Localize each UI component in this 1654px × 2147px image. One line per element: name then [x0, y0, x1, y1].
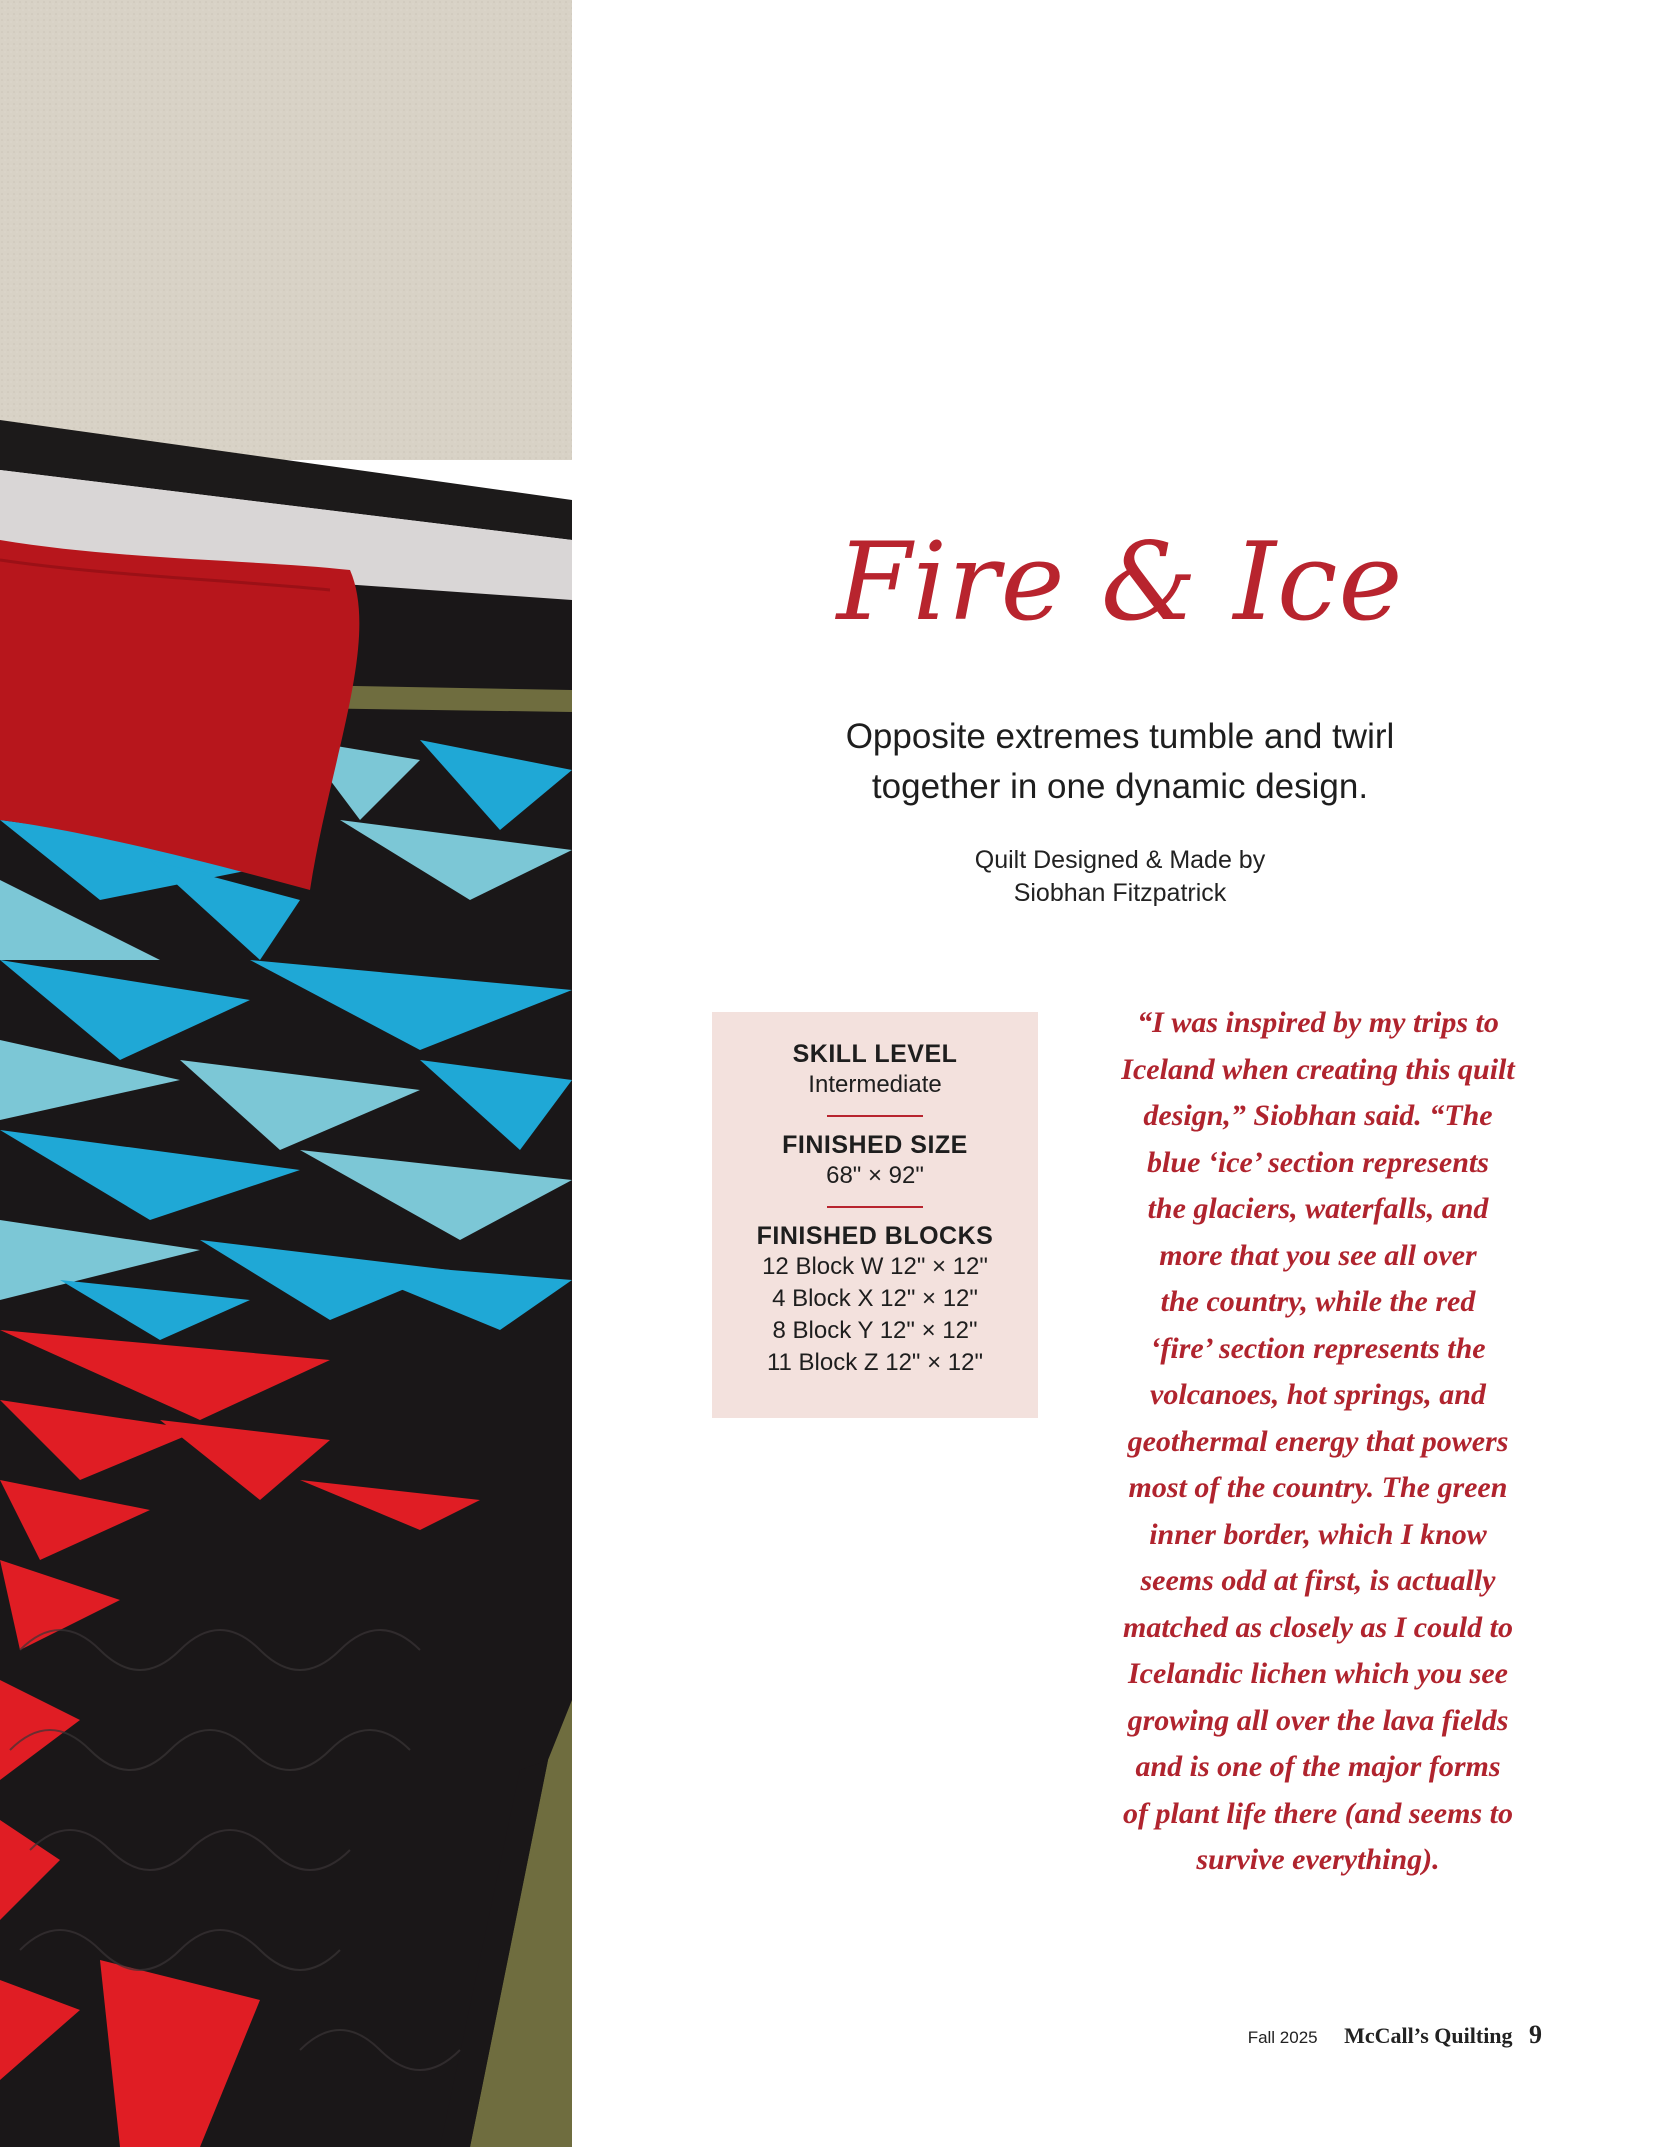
page-number: 9 [1529, 2020, 1542, 2049]
block-line: 4 Block X 12" × 12" [772, 1285, 978, 1312]
subtitle-line: Opposite extremes tumble and twirl [845, 717, 1395, 756]
quote-line: of plant life there (and seems to [1123, 1796, 1513, 1830]
issue-season: Fall 2025 [1247, 2028, 1318, 2047]
designer-quote [1078, 1000, 1558, 1884]
page-footer [1248, 2020, 1542, 2050]
quote-line: more that you see all over [1159, 1238, 1477, 1272]
quote-line: Iceland when creating this quilt [1121, 1052, 1515, 1086]
quote-line: most of the country. The green [1128, 1471, 1508, 1504]
block-line: 12 Block W 12" × 12" [762, 1253, 988, 1280]
finished-size-value: 68" × 92" [826, 1162, 924, 1189]
subtitle-line: together in one dynamic design. [871, 767, 1369, 806]
quote-line: and is one of the major forms [1135, 1750, 1501, 1783]
quote-line: inner border, which I know [1149, 1517, 1487, 1551]
quote-line: the glaciers, waterfalls, and [1147, 1192, 1489, 1225]
quote-line: growing all over the lava fields [1127, 1703, 1509, 1737]
divider [827, 1115, 923, 1117]
divider [827, 1206, 923, 1208]
credit-line: Quilt Designed & Made by [974, 846, 1266, 874]
credit-line: Siobhan Fitzpatrick [1013, 879, 1227, 907]
magazine-name: McCall’s Quilting [1344, 2023, 1513, 2048]
quote-line: volcanoes, hot springs, and [1150, 1378, 1486, 1411]
quote-line: ‘fire’ section represents the [1150, 1331, 1486, 1365]
quilt-photo [0, 0, 572, 2147]
quote-line: “I was inspired by my trips to [1137, 1006, 1499, 1039]
article-title: Fire & Ice [836, 520, 1404, 645]
quote-line: matched as closely as I could to [1123, 1610, 1513, 1644]
specs-box [712, 1012, 1038, 1418]
quote-line: seems odd at first, is actually [1140, 1564, 1496, 1597]
quilt-photo-illustration [0, 0, 572, 2147]
block-line: 8 Block Y 12" × 12" [772, 1317, 978, 1344]
finished-size-label: FINISHED SIZE [782, 1131, 968, 1159]
finished-blocks-label: FINISHED BLOCKS [756, 1222, 994, 1250]
block-line: 11 Block Z 12" × 12" [766, 1349, 984, 1376]
article-subtitle [730, 712, 1510, 812]
quote-line: design,” Siobhan said. “The [1143, 1099, 1493, 1132]
wall [0, 0, 572, 460]
quote-line: survive everything). [1196, 1843, 1440, 1876]
skill-level-label: SKILL LEVEL [792, 1040, 958, 1068]
quote-line: Icelandic lichen which you see [1128, 1657, 1508, 1690]
designer-credit [830, 844, 1410, 910]
quote-line: geothermal energy that powers [1127, 1424, 1509, 1458]
quote-line: the country, while the red [1160, 1285, 1476, 1318]
skill-level-value: Intermediate [808, 1071, 942, 1098]
quote-line: blue ‘ice’ section represents [1147, 1145, 1489, 1179]
